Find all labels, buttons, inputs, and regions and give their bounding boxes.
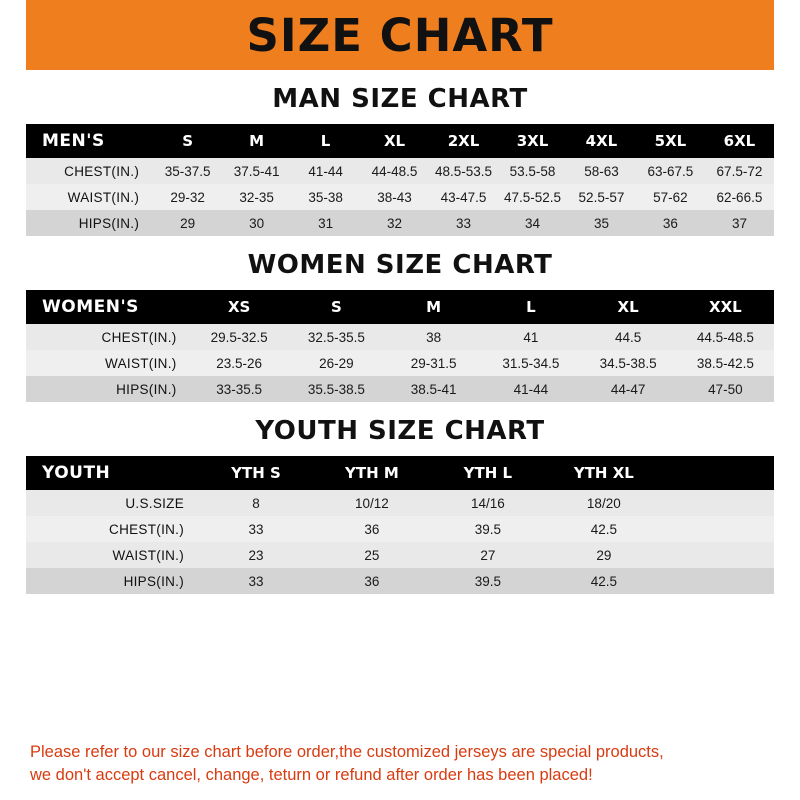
cell: 57-62 bbox=[636, 184, 705, 210]
column-header: YTH L bbox=[430, 456, 546, 490]
chart-content bbox=[0, 70, 800, 800]
column-header: M bbox=[385, 290, 482, 324]
column-header: YTH M bbox=[314, 456, 430, 490]
row-label: HIPS(IN.) bbox=[26, 376, 191, 402]
row-label: CHEST(IN.) bbox=[26, 158, 153, 184]
cell: 33 bbox=[429, 210, 498, 236]
cell: 33-35.5 bbox=[191, 376, 288, 402]
cell: 38 bbox=[385, 324, 482, 350]
cell: 29-32 bbox=[153, 184, 222, 210]
cell: 35-38 bbox=[291, 184, 360, 210]
header-banner bbox=[0, 0, 800, 70]
cell: 44.5 bbox=[579, 324, 676, 350]
cell: 47-50 bbox=[677, 376, 774, 402]
cell: 31 bbox=[291, 210, 360, 236]
column-header: XS bbox=[191, 290, 288, 324]
table-row bbox=[26, 210, 774, 236]
row-label: WAIST(IN.) bbox=[26, 184, 153, 210]
cell: 52.5-57 bbox=[567, 184, 636, 210]
cell: 36 bbox=[636, 210, 705, 236]
column-header: 3XL bbox=[498, 124, 567, 158]
cell-spacer bbox=[662, 542, 774, 568]
section-youth bbox=[26, 416, 774, 594]
row-label: HIPS(IN.) bbox=[26, 210, 153, 236]
cell: 32.5-35.5 bbox=[288, 324, 385, 350]
column-header: 5XL bbox=[636, 124, 705, 158]
cell: 37.5-41 bbox=[222, 158, 291, 184]
cell: 63-67.5 bbox=[636, 158, 705, 184]
cell: 44-48.5 bbox=[360, 158, 429, 184]
table-row bbox=[26, 324, 774, 350]
cell: 35.5-38.5 bbox=[288, 376, 385, 402]
cell: 48.5-53.5 bbox=[429, 158, 498, 184]
row-label: U.S.SIZE bbox=[26, 490, 198, 516]
disclaimer-line-2: we don't accept cancel, change, teturn or refund after order has been placed! bbox=[30, 765, 593, 784]
cell-spacer bbox=[662, 516, 774, 542]
table-corner-header: MEN'S bbox=[26, 124, 153, 158]
cell: 53.5-58 bbox=[498, 158, 567, 184]
table-row bbox=[26, 542, 774, 568]
cell: 41 bbox=[482, 324, 579, 350]
cell: 37 bbox=[705, 210, 774, 236]
column-header: S bbox=[153, 124, 222, 158]
cell: 34.5-38.5 bbox=[579, 350, 676, 376]
column-header: XXL bbox=[677, 290, 774, 324]
cell: 29-31.5 bbox=[385, 350, 482, 376]
cell: 38.5-41 bbox=[385, 376, 482, 402]
column-header: M bbox=[222, 124, 291, 158]
section-title-man: MAN SIZE CHART bbox=[272, 84, 528, 114]
table-man bbox=[26, 124, 774, 236]
cell: 35 bbox=[567, 210, 636, 236]
column-header: YTH XL bbox=[546, 456, 662, 490]
cell: 38.5-42.5 bbox=[677, 350, 774, 376]
cell: 41-44 bbox=[291, 158, 360, 184]
cell: 36 bbox=[314, 516, 430, 542]
cell: 44-47 bbox=[579, 376, 676, 402]
cell: 43-47.5 bbox=[429, 184, 498, 210]
cell: 27 bbox=[430, 542, 546, 568]
column-header: S bbox=[288, 290, 385, 324]
cell-spacer bbox=[662, 568, 774, 594]
cell: 29 bbox=[153, 210, 222, 236]
table-women bbox=[26, 290, 774, 402]
row-label: HIPS(IN.) bbox=[26, 568, 198, 594]
cell: 14/16 bbox=[430, 490, 546, 516]
table-row bbox=[26, 158, 774, 184]
column-header: 2XL bbox=[429, 124, 498, 158]
column-header: 6XL bbox=[705, 124, 774, 158]
table-header-row bbox=[26, 290, 774, 324]
cell: 8 bbox=[198, 490, 314, 516]
column-header: L bbox=[291, 124, 360, 158]
cell: 42.5 bbox=[546, 516, 662, 542]
cell: 36 bbox=[314, 568, 430, 594]
section-women bbox=[26, 250, 774, 402]
cell: 29.5-32.5 bbox=[191, 324, 288, 350]
cell: 18/20 bbox=[546, 490, 662, 516]
cell: 47.5-52.5 bbox=[498, 184, 567, 210]
table-corner-header: YOUTH bbox=[26, 456, 198, 490]
cell: 32 bbox=[360, 210, 429, 236]
section-title-youth: YOUTH SIZE CHART bbox=[255, 416, 545, 446]
table-row bbox=[26, 568, 774, 594]
row-label: WAIST(IN.) bbox=[26, 542, 198, 568]
row-label: WAIST(IN.) bbox=[26, 350, 191, 376]
column-header: L bbox=[482, 290, 579, 324]
cell: 23 bbox=[198, 542, 314, 568]
cell: 23.5-26 bbox=[191, 350, 288, 376]
cell: 33 bbox=[198, 516, 314, 542]
table-header-row bbox=[26, 124, 774, 158]
section-title-women: WOMEN SIZE CHART bbox=[247, 250, 553, 280]
table-row bbox=[26, 184, 774, 210]
table-corner-header: WOMEN'S bbox=[26, 290, 191, 324]
cell: 67.5-72 bbox=[705, 158, 774, 184]
column-header: XL bbox=[579, 290, 676, 324]
cell: 39.5 bbox=[430, 516, 546, 542]
cell: 10/12 bbox=[314, 490, 430, 516]
cell: 25 bbox=[314, 542, 430, 568]
cell: 30 bbox=[222, 210, 291, 236]
cell: 44.5-48.5 bbox=[677, 324, 774, 350]
table-header-row bbox=[26, 456, 774, 490]
cell-spacer bbox=[662, 490, 774, 516]
column-header: XL bbox=[360, 124, 429, 158]
cell: 34 bbox=[498, 210, 567, 236]
row-label: CHEST(IN.) bbox=[26, 324, 191, 350]
cell: 38-43 bbox=[360, 184, 429, 210]
column-header: 4XL bbox=[567, 124, 636, 158]
page-title: SIZE CHART bbox=[246, 8, 554, 62]
column-header-spacer bbox=[662, 456, 774, 490]
table-row bbox=[26, 516, 774, 542]
cell: 31.5-34.5 bbox=[482, 350, 579, 376]
disclaimer-note bbox=[26, 727, 774, 800]
cell: 58-63 bbox=[567, 158, 636, 184]
cell: 29 bbox=[546, 542, 662, 568]
cell: 62-66.5 bbox=[705, 184, 774, 210]
section-man bbox=[26, 84, 774, 236]
disclaimer-line-1: Please refer to our size chart before order,the customized jerseys are special products, bbox=[30, 743, 664, 762]
cell: 41-44 bbox=[482, 376, 579, 402]
table-youth bbox=[26, 456, 774, 594]
table-row bbox=[26, 490, 774, 516]
table-row bbox=[26, 350, 774, 376]
cell: 33 bbox=[198, 568, 314, 594]
cell: 35-37.5 bbox=[153, 158, 222, 184]
table-row bbox=[26, 376, 774, 402]
cell: 32-35 bbox=[222, 184, 291, 210]
cell: 26-29 bbox=[288, 350, 385, 376]
cell: 39.5 bbox=[430, 568, 546, 594]
column-header: YTH S bbox=[198, 456, 314, 490]
row-label: CHEST(IN.) bbox=[26, 516, 198, 542]
cell: 42.5 bbox=[546, 568, 662, 594]
